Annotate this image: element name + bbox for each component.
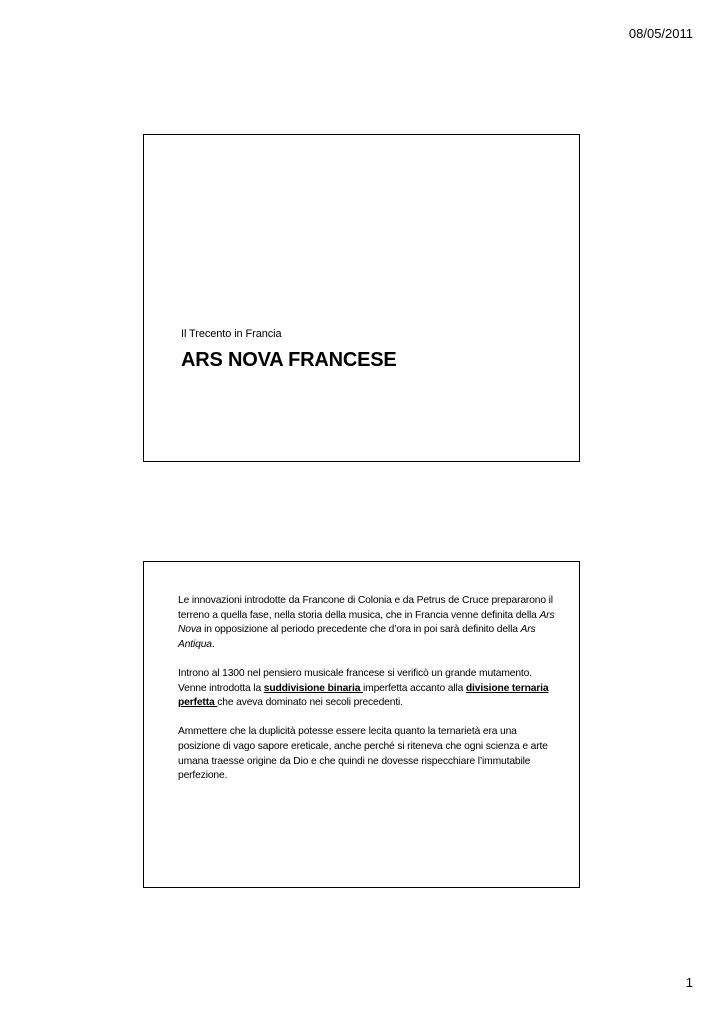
paragraph-text: che aveva dominato nei secoli precedenti. — [217, 697, 403, 709]
term-ars-antiqua: Ars Antiqua — [178, 624, 536, 650]
paragraph-text: imperfetta accanto alla — [363, 682, 466, 694]
paragraph-text: Introno al 1300 nel pensiero musicale francese si verificò un grande mutamento. Venne introdotta la — [178, 667, 532, 694]
paragraph-duplicita: Ammettere che la duplicità potesse essere lecita quanto la ternarietà era una posizione di vago sapore ereticale, anche perché si riteneva che ogni scienza e arte umana traesse origine da Dio e che quindi ne dovesse rispecchiare l’immutabile perfezione. — [178, 726, 548, 782]
slide-body — [178, 594, 558, 798]
page-number: 1 — [685, 975, 693, 990]
paragraph-text: Le innovazioni introdotte da Francone di Colonia e da Petrus de Cruce prepararono il terreno a quella fase, nella storia della musica, che in Francia venne definita della — [178, 595, 553, 621]
paragraph-ars-nova — [178, 594, 558, 652]
slide-content-frame — [143, 561, 580, 888]
term-ars-nova: Ars Nova — [178, 609, 555, 636]
term-divisione-ternaria-text: divisione ternaria perfetta — [178, 682, 549, 709]
slide-title-frame — [143, 134, 580, 462]
paragraph-text: . — [211, 638, 215, 650]
term-suddivisione-binaria-text: suddivisione binaria — [263, 682, 364, 694]
term-suddivisione-binaria — [264, 683, 363, 694]
slide-subtitle: Il Trecento in Francia — [181, 328, 282, 340]
paragraph-suddivisione — [178, 667, 558, 711]
page-date: 08/05/2011 — [628, 26, 693, 41]
slide-title: ARS NOVA FRANCESE — [181, 349, 397, 371]
paragraph-text: in opposizione al periodo precedente che d’ora in poi sarà definito della — [201, 624, 521, 636]
